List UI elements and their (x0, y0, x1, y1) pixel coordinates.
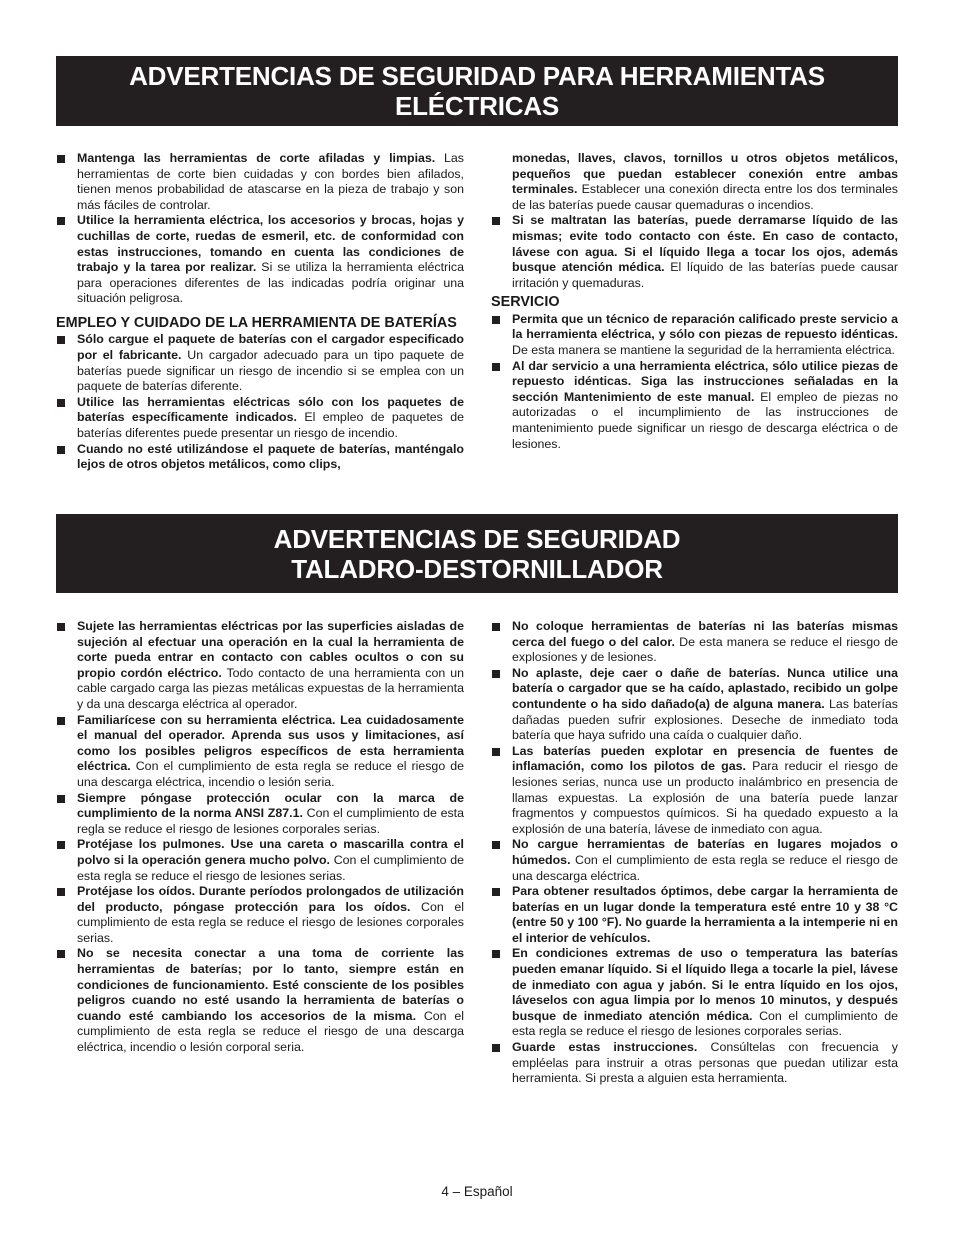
list-item: No aplaste, deje caer o dañe de baterías. Nunca utilice una batería o cargador que se ha caído, aplastado, recibido un golpe contundente o ha sido dañado(a) de alguna manera. Las baterías dañadas pueden sufrir explosiones. Deseche de inmediato toda batería que haya sufrido una caída o cualquier daño. (491, 666, 898, 744)
list-item: Las baterías pueden explotar en presencia de fuentes de inflamación, como los pilotos de gas. Para reducir el riesgo de lesiones serias, nunca use un producto inalámbrico en presencia de llamas expuestas. La explosión de una batería puede lanzar fragmentos y compuestos químicos. Si ha quedado expuesto a la explosión de una batería, lávese de inmediato con agua. (491, 744, 898, 838)
square-bullet-icon (492, 623, 500, 631)
list-item: Familiarícese con su herramienta eléctrica. Lea cuidadosamente el manual del operador. Aprenda sus usos y limitaciones, así como los posibles peligros específicos de esta herramienta eléctrica. Con el cumplimiento de esta regla se reduce el riesgo de una descarga eléctrica, incendio o lesión seria. (56, 713, 464, 791)
list-item: No coloque herramientas de baterías ni las baterías mismas cerca del fuego o del calor. De esta manera se reduce el riesgo de explosiones y de lesiones. (491, 619, 898, 666)
list-item: Sólo cargue el paquete de baterías con el cargador especificado por el fabricante. Un cargador adecuado para un tipo paquete de baterías puede significar un riesgo de incendio si se emplea con un paquete de baterías diferente. (56, 332, 464, 394)
list-item: Sujete las herramientas eléctricas por las superficies aisladas de sujeción al efectuar una operación en la cual la herramienta de corte pueda entrar en contacto con cables ocultos o con su propio cordón eléctrico. Todo contacto de una herramienta con un cable cargado carga las piezas metálicas expuestas de la herramienta y da una descarga eléctrica al operador. (56, 619, 464, 713)
list-item: Utilice las herramientas eléctricas sólo con los paquetes de baterías específicamente indicados. El empleo de paquetes de baterías diferentes puede presentar un riesgo de incendio. (56, 395, 464, 442)
section1-left-column (56, 151, 464, 473)
square-bullet-icon (57, 155, 65, 163)
list-item: Protéjase los pulmones. Use una careta o mascarilla contra el polvo si la operación genera mucho polvo. Con el cumplimiento de esta regla se reduce el riesgo de lesiones serias. (56, 837, 464, 884)
section2-left-column (56, 619, 464, 1056)
section2-title-line1: ADVERTENCIAS DE SEGURIDAD (273, 523, 681, 554)
list-item: Cuando no esté utilizándose el paquete de baterías, manténgalo lejos de otros objetos metálicos, como clips, (56, 442, 464, 473)
battery-use-heading: EMPLEO Y CUIDADO DE LA HERRAMIENTA DE BATERÍAS (56, 314, 457, 331)
square-bullet-icon (57, 841, 65, 849)
list-item: Mantenga las herramientas de corte afiladas y limpias. Las herramientas de corte bien cuidadas y con bordes bien afilados, tienen menos probabilidad de atascarse en la pieza de trabajo y son más fáciles de controlar. (56, 151, 464, 213)
section2-left-list (56, 619, 464, 1056)
square-bullet-icon (492, 363, 500, 371)
service-list (491, 312, 898, 452)
service-heading: SERVICIO (491, 294, 560, 311)
list-item-continuation: monedas, llaves, clavos, tornillos u otros objetos metálicos, pequeños que puedan establecer conexión entre ambas terminales. Establecer una conexión directa entre los dos terminales de las baterías puede causar quemaduras o incendios. (512, 151, 898, 212)
list-item: Utilice la herramienta eléctrica, los accesorios y brocas, hojas y cuchillas de corte, ruedas de esmeril, etc. de conformidad con estas instrucciones, tomando en cuenta las condiciones de trabajo y la tarea por realizar. Si se utiliza la herramienta eléctrica para operaciones diferentes de las indicadas podría originar una situación peligrosa. (56, 213, 464, 307)
section1-left-list (56, 151, 464, 307)
square-bullet-icon (492, 748, 500, 756)
list-item: Protéjase los oídos. Durante períodos prolongados de utilización del producto, póngase protección para los oídos. Con el cumplimiento de esta regla se reduce el riesgo de lesiones corporales serias. (56, 884, 464, 946)
list-item: Para obtener resultados óptimos, debe cargar la herramienta de baterías en un lugar donde la temperatura esté entre 10 y 38 °C (entre 50 y 100 °F). No guarde la herramienta a la intemperie ni en el interior de vehículos. (491, 884, 898, 946)
square-bullet-icon (57, 795, 65, 803)
square-bullet-icon (57, 399, 65, 407)
square-bullet-icon (57, 446, 65, 454)
square-bullet-icon (492, 217, 500, 225)
list-item: No se necesita conectar a una toma de corriente las herramientas de baterías; por lo tanto, siempre están en condiciones de funcionamiento. Esté consciente de los posibles peligros cuando no esté usando la herramienta de baterías o cuando esté cambiando los accesorios de la misma. Con el cumplimiento de esta regla se reduce el riesgo de una descarga eléctrica, incendio o lesión corporal seria. (56, 946, 464, 1055)
square-bullet-icon (492, 316, 500, 324)
section1-right-column (491, 151, 898, 452)
list-item: Guarde estas instrucciones. Consúltelas con frecuencia y empléelas para instruir a otras personas que puedan utilizar esta herramienta. Si presta a alguien esta herramienta. (491, 1040, 898, 1087)
square-bullet-icon (57, 336, 65, 344)
list-item: Al dar servicio a una herramienta eléctrica, sólo utilice piezas de repuesto idénticas. Siga las instrucciones señaladas en la sección Mantenimiento de este manual. El empleo de piezas no autorizadas o el incumplimiento de las instrucciones de mantenimiento puede significar un riesgo de descarga eléctrica o de lesiones. (491, 359, 898, 453)
list-item: Siempre póngase protección ocular con la marca de cumplimiento de la norma ANSI Z87.1. Con el cumplimiento de esta regla se reduce el riesgo de lesiones corporales serias. (56, 791, 464, 838)
section2-right-column (491, 619, 898, 1087)
square-bullet-icon (57, 888, 65, 896)
list-item: Si se maltratan las baterías, puede derramarse líquido de las mismas; evite todo contacto con éste. En caso de contacto, lávese con agua. Si el líquido llega a tocar los ojos, además busque atención médica. El líquido de las baterías puede causar irritación y quemaduras. (491, 213, 898, 291)
square-bullet-icon (57, 717, 65, 725)
square-bullet-icon (57, 950, 65, 958)
list-item: Permita que un técnico de reparación calificado preste servicio a la herramienta eléctrica, y sólo con piezas de repuesto idénticas. De esta manera se mantiene la seguridad de la herramienta eléctrica. (491, 312, 898, 359)
square-bullet-icon (492, 670, 500, 678)
section1-title-line2: ELÉCTRICAS (394, 91, 560, 121)
section1-title-banner (56, 56, 898, 126)
square-bullet-icon (492, 1044, 500, 1052)
square-bullet-icon (492, 841, 500, 849)
list-item: En condiciones extremas de uso o temperatura las baterías pueden emanar líquido. Si el líquido llega a tocarle la piel, lávese de inmediato con agua y jabón. Si le entra líquido en los ojos, láveselos con agua limpia por lo menos 10 minutos, y después busque de inmediato atención médica. Con el cumplimiento de esta regla se reduce el riesgo de lesiones corporales serias. (491, 946, 898, 1040)
section1-right-list (491, 151, 898, 291)
section2-title-banner (56, 514, 898, 593)
square-bullet-icon (57, 623, 65, 631)
square-bullet-icon (492, 888, 500, 896)
square-bullet-icon (492, 950, 500, 958)
battery-use-list (56, 332, 464, 472)
page-number: 4 – Español (441, 1184, 513, 1199)
square-bullet-icon (57, 217, 65, 225)
list-item: No cargue herramientas de baterías en lugares mojados o húmedos. Con el cumplimiento de esta regla se reduce el riesgo de una descarga eléctrica. (491, 837, 898, 884)
section1-title-line1: ADVERTENCIAS DE SEGURIDAD PARA HERRAMIENTAS (129, 61, 825, 91)
section2-title-line2: TALADRO-DESTORNILLADOR (291, 553, 663, 584)
section2-right-list (491, 619, 898, 1087)
